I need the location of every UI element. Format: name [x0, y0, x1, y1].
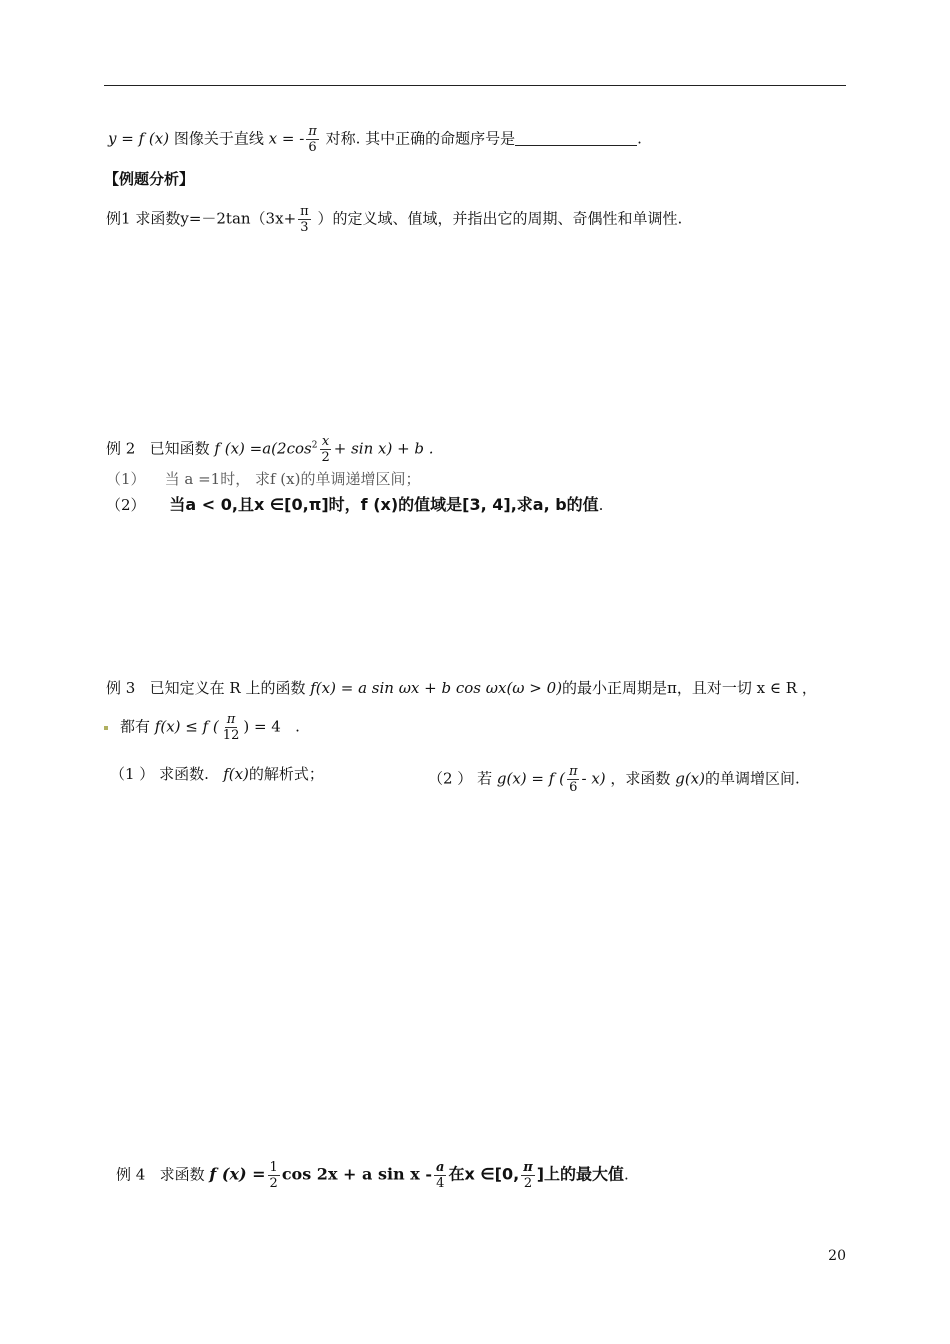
- fraction: [567, 764, 580, 795]
- fraction-numerator: π: [226, 712, 236, 727]
- fraction-numerator: a: [436, 1160, 445, 1175]
- example-3-part-2: [428, 764, 800, 795]
- part-label: （1）: [106, 470, 146, 488]
- math-expr: y = f (x): [108, 129, 170, 148]
- example-label: 例1: [106, 209, 131, 228]
- math-expr: f(x) ≤ f (: [154, 717, 219, 736]
- text: ，求函数: [610, 769, 671, 788]
- fraction-numerator: π: [568, 764, 578, 779]
- text: .: [295, 717, 300, 736]
- header-rule: [104, 85, 846, 86]
- example-3: [106, 678, 817, 698]
- fraction-denominator: 12: [222, 728, 240, 743]
- example-label: 例 2: [106, 439, 136, 458]
- example-4: [116, 1160, 629, 1191]
- part-label: （1 ）: [110, 765, 155, 783]
- text: 对称. 其中正确的命题序号是: [325, 129, 516, 148]
- example-2-part-1: [106, 469, 420, 489]
- text: .: [598, 496, 604, 514]
- fraction-numerator: x: [321, 434, 330, 449]
- fraction-denominator: 2: [321, 450, 330, 465]
- example-label: 例 3: [106, 679, 136, 697]
- text: 已知函数: [149, 439, 210, 458]
- text: 都有: [120, 717, 151, 736]
- example-3-condition: [104, 712, 300, 743]
- math-expr: cos 2x + a sin x -: [281, 1164, 432, 1184]
- fraction-denominator: 2: [523, 1176, 533, 1191]
- text: 已知定义在 R 上的函数: [149, 679, 306, 697]
- fraction-denominator: 4: [436, 1176, 445, 1191]
- text: .: [624, 1165, 629, 1184]
- text: 的最小正周期是π，且对一切 x ∈ R ，: [562, 679, 817, 697]
- fraction-denominator: 2: [269, 1176, 278, 1191]
- math-expr: f (x) =a(2cos: [214, 439, 312, 458]
- text: 求函数: [135, 209, 181, 228]
- example-3-part-1: [110, 764, 324, 784]
- page-number: 20: [828, 1248, 846, 1264]
- fraction-numerator: π: [523, 1160, 533, 1175]
- text: 当a < 0,且x ∈[0,π]时，f (x)的值域是[3, 4],求a, b的值: [169, 495, 599, 514]
- math-expr: 在x ∈[0,: [448, 1164, 520, 1184]
- math-expr: - x): [581, 769, 606, 788]
- fraction-denominator: 6: [569, 780, 578, 795]
- text: 求函数.: [159, 765, 209, 783]
- fraction: [268, 1160, 280, 1191]
- fraction-numerator: 1: [269, 1160, 278, 1175]
- part-label: （2 ）: [428, 769, 473, 788]
- example-label: 例 4: [116, 1165, 146, 1184]
- fraction-denominator: 3: [300, 220, 309, 235]
- fraction: [521, 1160, 535, 1191]
- math-expr: + sin x) + b .: [333, 439, 434, 458]
- text: 若: [477, 769, 493, 788]
- math-expr: f(x) = a sin ωx + b cos ωx(ω > 0): [310, 679, 563, 697]
- fraction: [298, 204, 311, 235]
- example-2-part-2: [106, 495, 603, 515]
- math-expr: f(x): [223, 765, 249, 783]
- text: .: [637, 129, 642, 148]
- statement-line: [108, 124, 642, 155]
- bullet-mark: [104, 726, 108, 730]
- section-title: 【例题分析】: [104, 170, 195, 188]
- fraction: [306, 124, 319, 155]
- math-expr: f (x) =: [209, 1164, 266, 1184]
- fraction-numerator: π: [308, 124, 317, 139]
- fraction-denominator: 6: [308, 140, 317, 155]
- math-expr: y=－2tan（3x+: [180, 209, 297, 228]
- part-label: （2）: [106, 496, 146, 514]
- text: 当 a =1时， 求f (x)的单调递增区间；: [164, 470, 421, 488]
- fraction-numerator: π: [300, 204, 309, 219]
- math-expr: x = -: [268, 129, 305, 148]
- math-expr: g(x): [675, 769, 705, 788]
- fraction: [221, 712, 242, 743]
- fraction: [319, 434, 331, 465]
- example-2: [106, 434, 434, 465]
- math-expr: g(x) = f (: [496, 769, 565, 788]
- answer-blank: [515, 131, 637, 146]
- text: 的解析式；: [248, 765, 324, 783]
- example-1: [106, 204, 682, 235]
- text: ）的定义域、值域，并指出它的周期、奇偶性和单调性.: [317, 209, 683, 228]
- math-expr: ]上的最大值: [536, 1164, 625, 1184]
- fraction: [434, 1160, 446, 1191]
- math-expr: ) = 4: [243, 717, 281, 736]
- text: 图像关于直线: [173, 129, 264, 148]
- superscript: 2: [311, 440, 318, 451]
- text: 的单调增区间.: [704, 769, 800, 788]
- text: 求函数: [159, 1165, 205, 1184]
